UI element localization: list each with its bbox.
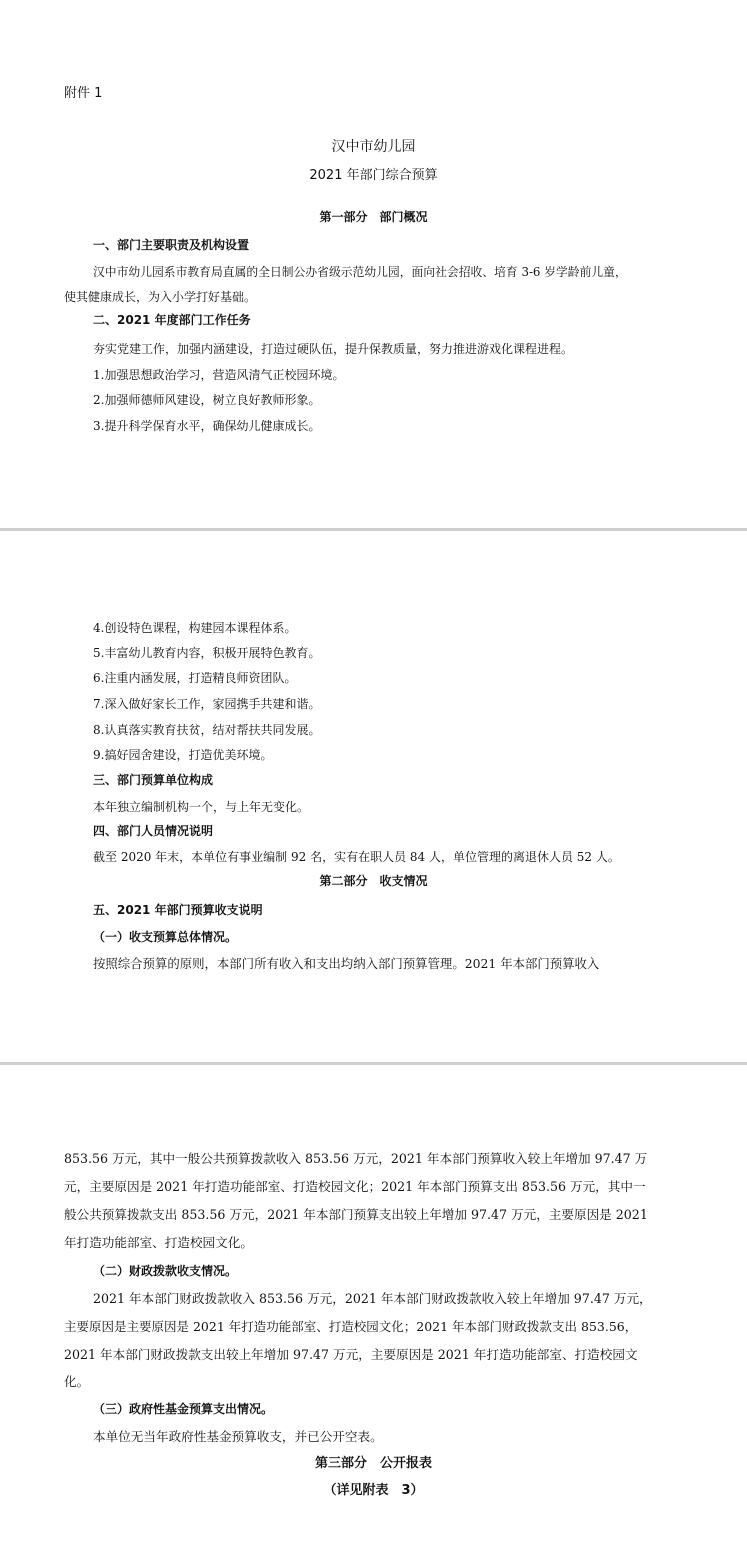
sec4-text: 截至 2020 年末，本单位有事业编制 92 名，实有在职人员 84 人，单位管理的离退休人员 52 人。 bbox=[93, 850, 620, 864]
part3-note: （详见附表 3） bbox=[323, 1483, 424, 1498]
sub1-paragraph-line: 853.56 万元，其中一般公共预算拨款收入 853.56 万元，2021 年本部门预算收入较上年增加 97.47 万 bbox=[64, 1151, 648, 1166]
task-item: 6.注重内涵发展，打造精良师资团队。 bbox=[93, 671, 297, 685]
sec5-heading: 五、2021 年部门预算收支说明 bbox=[93, 903, 263, 917]
task-item: 1.加强思想政治学习，营造风清气正校园环境。 bbox=[93, 368, 345, 382]
sec1-heading: 一、部门主要职责及机构设置 bbox=[93, 238, 250, 252]
sub3-text: 本单位无当年政府性基金预算收支，并已公开空表。 bbox=[93, 1429, 383, 1444]
document-title: 汉中市幼儿园 bbox=[331, 139, 416, 155]
task-item: 9.搞好园舍建设，打造优美环境。 bbox=[93, 748, 273, 762]
sub1-paragraph-line: 般公共预算拨款支出 853.56 万元，2021 年本部门预算支出较上年增加 97.47 万元，主要原因是 2021 bbox=[64, 1207, 648, 1222]
task-item: 3.提升科学保育水平，确保幼儿健康成长。 bbox=[93, 419, 321, 433]
task-item: 5.丰富幼儿教育内容，积极开展特色教育。 bbox=[93, 646, 321, 660]
sub1-paragraph-line: 按照综合预算的原则，本部门所有收入和支出均纳入部门预算管理。2021 年本部门预算收入 bbox=[93, 956, 600, 971]
sec3-text: 本年独立编制机构一个，与上年无变化。 bbox=[93, 800, 310, 814]
sec2-heading: 二、2021 年度部门工作任务 bbox=[93, 313, 251, 327]
sec1-paragraph-line: 使其健康成长，为入小学打好基础。 bbox=[64, 290, 257, 304]
sub1-heading: （一）收支预算总体情况。 bbox=[93, 930, 238, 944]
sec4-heading: 四、部门人员情况说明 bbox=[93, 824, 214, 838]
page-3 bbox=[0, 1065, 747, 1567]
page-1 bbox=[0, 0, 747, 528]
sub2-paragraph-line: 主要原因是主要原因是 2021 年打造功能部室、打造校园文化；2021 年本部门财政拨款支出 853.56， bbox=[64, 1319, 638, 1334]
sec2-intro: 夯实党建工作，加强内涵建设，打造过硬队伍，提升保教质量，努力推进游戏化课程进程。 bbox=[93, 342, 574, 356]
sub2-paragraph-line: 化。 bbox=[64, 1374, 90, 1389]
page-2 bbox=[0, 531, 747, 1062]
sub1-paragraph-line: 年打造功能部室、打造校园文化。 bbox=[64, 1235, 253, 1250]
sec3-heading: 三、部门预算单位构成 bbox=[93, 773, 214, 787]
task-item: 4.创设特色课程，构建园本课程体系。 bbox=[93, 621, 297, 635]
part3-heading: 第三部分 公开报表 bbox=[314, 1456, 432, 1471]
task-item: 7.深入做好家长工作，家园携手共建和谐。 bbox=[93, 697, 321, 711]
sec1-paragraph-line: 汉中市幼儿园系市教育局直属的全日制公办省级示范幼儿园，面向社会招收、培育 3-6 岁学龄前儿童， bbox=[93, 265, 627, 279]
document-subtitle: 2021 年部门综合预算 bbox=[309, 168, 438, 183]
sub2-paragraph-line: 2021 年本部门财政拨款收入 853.56 万元，2021 年本部门财政拨款收入较上年增加 97.47 万元， bbox=[93, 1291, 652, 1306]
sub1-paragraph-line: 元，主要原因是 2021 年打造功能部室、打造校园文化；2021 年本部门预算支出 853.56 万元，其中一 bbox=[64, 1179, 646, 1194]
sub2-paragraph-line: 2021 年本部门财政拨款支出较上年增加 97.47 万元，主要原因是 2021 年打造功能部室、打造校园文 bbox=[64, 1347, 638, 1362]
attachment-label: 附件 1 bbox=[64, 86, 103, 101]
task-item: 2.加强师德师风建设，树立良好教师形象。 bbox=[93, 393, 321, 407]
sub3-heading: （三）政府性基金预算支出情况。 bbox=[93, 1402, 274, 1416]
sub2-heading: （二）财政拨款收支情况。 bbox=[93, 1264, 238, 1278]
part2-heading: 第二部分 收支情况 bbox=[319, 874, 428, 888]
part1-heading: 第一部分 部门概况 bbox=[319, 210, 428, 224]
task-item: 8.认真落实教育扶贫，结对帮扶共同发展。 bbox=[93, 723, 321, 737]
